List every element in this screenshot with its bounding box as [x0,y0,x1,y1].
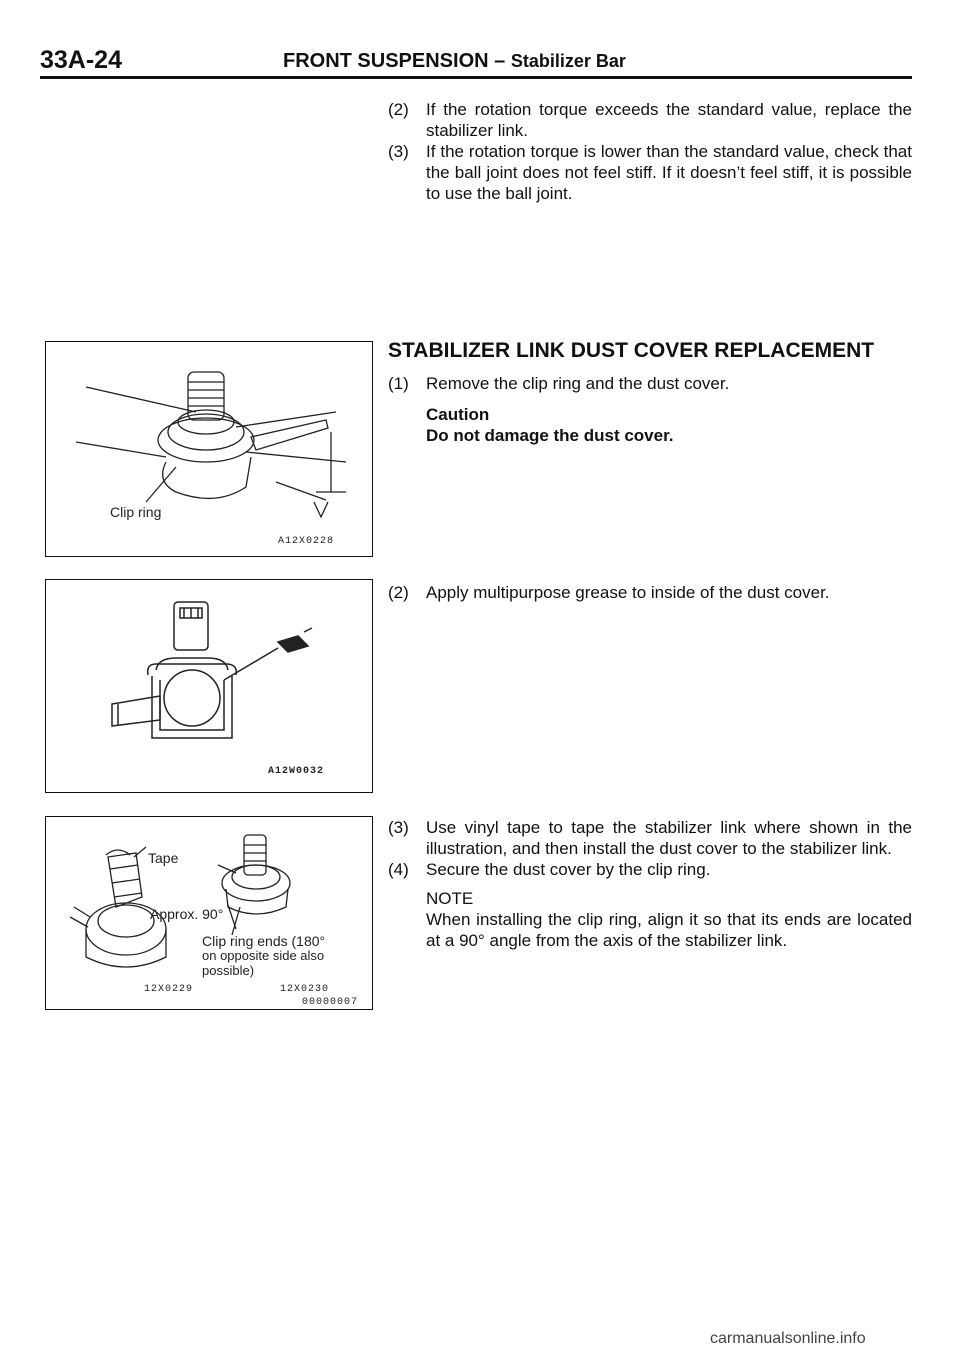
header-rule [40,76,912,79]
intro-step-3 [388,141,912,204]
section-title: STABILIZER LINK DUST COVER REPLACEMENT [388,339,875,362]
page-title-subtitle: Stabilizer Bar [510,51,626,71]
step-number: (1) [388,374,409,393]
intro-steps [388,99,912,204]
step-text: If the rotation torque is lower than the standard value, check that the ball joint does not feel stiff. If it doesn’t feel stiff, it is possible to use the ball joint. [426,142,912,203]
step-number: (2) [388,583,409,602]
section-steps-3-4 [388,817,912,951]
figure-code: A12W0032 [268,766,325,777]
section-step-4 [388,859,912,880]
page-title-main: FRONT SUSPENSION – [283,50,511,72]
step-text: Use vinyl tape to tape the stabilizer link where shown in the illustration, and then install the dust cover to the stabilizer link. [426,818,912,858]
page-number: 33A-24 [40,46,122,74]
clip-ends-label-3: possible) [202,963,255,978]
step-number: (3) [388,818,409,837]
clip-ends-label-2: on opposite side also [202,948,325,963]
figure-tape-and-clip [45,816,373,1010]
section-step-3 [388,817,912,859]
step-number: (3) [388,142,409,161]
grease-illustration [46,580,372,792]
step-number: (4) [388,860,409,879]
angle-label: Approx. 90° [150,906,224,922]
section-step-1 [388,373,912,394]
dust-cover-section [388,340,912,446]
section-step-2 [388,582,912,603]
clip-ring-illustration [46,342,372,556]
page-title [283,50,626,73]
intro-step-2 [388,99,912,141]
caution-text: Do not damage the dust cover. [426,426,674,445]
figure-code-left: 12X0229 [144,984,194,995]
tape-label: Tape [148,850,179,866]
step-text: If the rotation torque exceeds the standard value, replace the stabilizer link. [426,100,912,140]
figure-code: A12X0228 [278,536,335,547]
note-label: NOTE [426,889,474,908]
figure-code-right: 12X0230 [280,984,330,995]
footer-watermark: carmanualsonline.info [710,1330,866,1347]
step-text: Remove the clip ring and the dust cover. [426,374,730,393]
caution-label: Caution [426,405,490,424]
figure-clip-ring-removal [45,341,373,557]
note-text: When installing the clip ring, align it so that its ends are located at a 90° angle from the axis of the stabilizer link. [426,910,912,950]
step-number: (2) [388,100,409,119]
clip-ends-label-1: Clip ring ends (180° [202,933,326,949]
figure-grease-application [45,579,373,793]
section-step-2-block [388,582,912,603]
step-text: Secure the dust cover by the clip ring. [426,860,711,879]
step-text: Apply multipurpose grease to inside of the dust cover. [426,583,830,602]
clip-ring-label: Clip ring [110,504,162,520]
figure-code-bottom: 00000007 [302,997,359,1008]
